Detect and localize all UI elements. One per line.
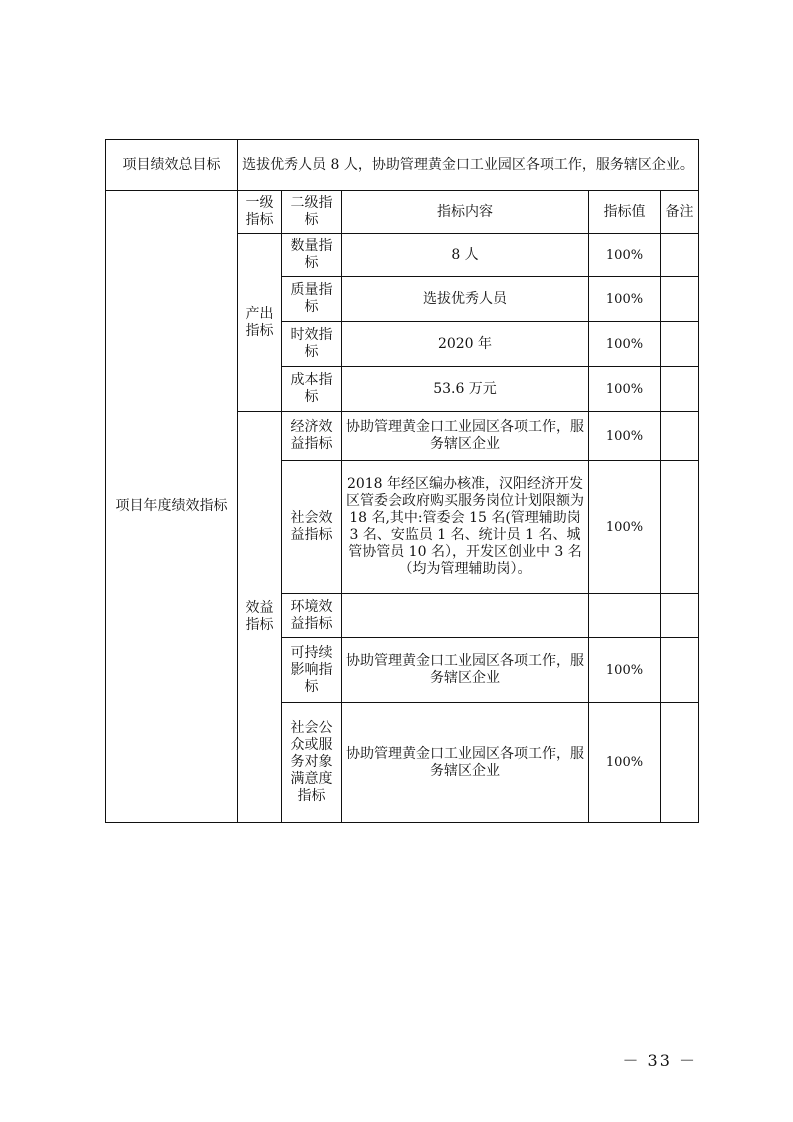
indicator-note — [661, 234, 699, 277]
header-note: 备注 — [661, 191, 699, 234]
indicator-note — [661, 367, 699, 412]
indicator-note — [661, 322, 699, 367]
header-level1: 一级指标 — [238, 191, 282, 234]
indicator-name: 可持续影响指标 — [282, 638, 342, 703]
indicator-value: 100% — [589, 703, 661, 823]
indicator-note — [661, 461, 699, 594]
indicator-value: 100% — [589, 367, 661, 412]
indicator-content: 选拔优秀人员 — [342, 277, 589, 322]
indicator-note — [661, 638, 699, 703]
indicator-note — [661, 594, 699, 638]
indicator-content: 2018 年经区编办核准，汉阳经济开发区管委会政府购买服务岗位计划限额为 18 名,其中:管委会 15 名(管理辅助岗 3 名、安监员 1 名、统计员 1 名、城管协管员 10 名），开发区创业中 3 名（均为管理辅助岗）。 — [342, 461, 589, 594]
overall-goal-content: 选拔优秀人员 8 人，协助管理黄金口工业园区各项工作，服务辖区企业。 — [238, 140, 699, 191]
indicator-name: 社会公众或服务对象满意度指标 — [282, 703, 342, 823]
overall-goal-row — [106, 140, 699, 191]
header-value: 指标值 — [589, 191, 661, 234]
indicator-name: 成本指标 — [282, 367, 342, 412]
indicator-name: 环境效益指标 — [282, 594, 342, 638]
indicator-content — [342, 594, 589, 638]
indicator-name: 时效指标 — [282, 322, 342, 367]
indicator-name: 经济效益指标 — [282, 412, 342, 461]
indicator-note — [661, 277, 699, 322]
indicator-content: 53.6 万元 — [342, 367, 589, 412]
indicator-value — [589, 594, 661, 638]
indicator-note — [661, 412, 699, 461]
overall-goal-label: 项目绩效总目标 — [106, 140, 238, 191]
indicator-name: 质量指标 — [282, 277, 342, 322]
indicator-content: 2020 年 — [342, 322, 589, 367]
page-number: － 33 － — [622, 1051, 697, 1070]
header-content: 指标内容 — [342, 191, 589, 234]
indicator-value: 100% — [589, 638, 661, 703]
indicator-content: 8 人 — [342, 234, 589, 277]
indicator-content: 协助管理黄金口工业园区各项工作，服务辖区企业 — [342, 703, 589, 823]
indicator-value: 100% — [589, 277, 661, 322]
header-level2: 二级指标 — [282, 191, 342, 234]
indicator-note — [661, 703, 699, 823]
indicator-value: 100% — [589, 412, 661, 461]
indicator-value: 100% — [589, 322, 661, 367]
indicator-value: 100% — [589, 234, 661, 277]
indicator-name: 数量指标 — [282, 234, 342, 277]
indicator-value: 100% — [589, 461, 661, 594]
indicator-name: 社会效益指标 — [282, 461, 342, 594]
header-row — [106, 191, 699, 234]
indicator-content: 协助管理黄金口工业园区各项工作，服务辖区企业 — [342, 638, 589, 703]
performance-table — [105, 139, 699, 823]
benefit-indicator-label: 效益指标 — [238, 412, 282, 823]
output-indicator-label: 产出指标 — [238, 234, 282, 412]
annual-indicator-label: 项目年度绩效指标 — [106, 191, 238, 823]
indicator-content: 协助管理黄金口工业园区各项工作，服务辖区企业 — [342, 412, 589, 461]
